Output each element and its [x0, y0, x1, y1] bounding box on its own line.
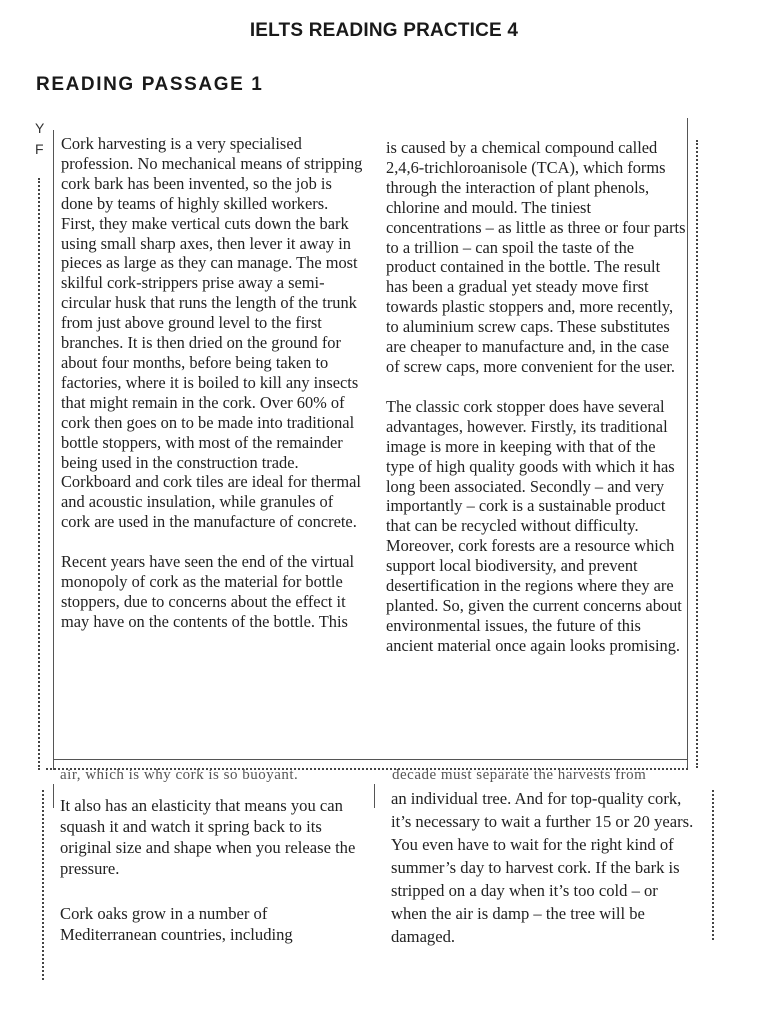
right-dotted-border: [696, 140, 698, 768]
lower-mid-frame-line: [374, 784, 375, 808]
upper-left-frame-line: [53, 130, 54, 770]
lower-right-cut-line: decade must separate the harvests from: [392, 767, 647, 783]
right-dotted-border-lower: [712, 790, 714, 940]
upper-bottom-frame-line: [53, 759, 687, 760]
lower-left-paragraph-2: Cork oaks grow in a number of Mediterranean countries, including: [60, 904, 293, 944]
lower-left-column: [60, 795, 360, 945]
upper-right-paragraph-2: The classic cork stopper does have several advantages, however. Firstly, its traditional image is more in keeping with that of the type of high quality goods with which it has long been associated. Secondly – and very importantly – cork is a sustainable product that can be recycled without difficulty. Moreover, cork forests are a resource which support local biodiversity, and prevent desertification in the regions where they are planted. So, given the current concerns about environmental issues, the future of this ancient material once again looks promising.: [386, 396, 682, 655]
lower-left-frame-line: [53, 784, 54, 808]
upper-right-column: [386, 138, 686, 656]
lower-left-cut-line: air, which is why cork is so buoyant.: [60, 767, 299, 783]
upper-left-column: [61, 134, 366, 632]
lower-left-paragraph-1: It also has an elasticity that means you can squash it and watch it spring back to its original size and shape when you release the pressure.: [60, 796, 356, 878]
margin-letter-y: Y: [35, 120, 45, 136]
lower-right-paragraph-1: an individual tree. And for top-quality cork, it’s necessary to wait a further 15 or 20 years. You even have to wait for the right kind of summer’s day to harvest cork. If the bark is stripped on a day when it’s too cold – or when the air is damp – the tree will be damaged.: [391, 789, 694, 946]
document-title: IELTS READING PRACTICE 4: [249, 20, 519, 41]
left-dotted-border: [38, 178, 40, 770]
lower-right-column: [391, 787, 697, 948]
upper-right-frame-line: [687, 118, 688, 768]
upper-left-paragraph-1: Cork harvesting is a very specialised profession. No mechanical means of stripping cork bark has been invented, so the job is done by teams of highly skilled workers. First, they make vertical cuts down the bark using small sharp axes, then lever it away in pieces as large as they can manage. The most skilful cork-strippers prise away a semi-circular husk that runs the length of the trunk from just above ground level to the first branches. It is then dried on the ground for about four months, before being taken to factories, where it is boiled to kill any insects that might remain in the cork. Over 60% of cork then goes on to be made into traditional bottle stoppers, with most of the remainder being used in the construction trade. Corkboard and cork tiles are ideal for thermal and acoustic insulation, while granules of cork are used in the manufacture of concrete.: [61, 134, 363, 532]
margin-letter-f: F: [35, 141, 44, 157]
left-dotted-border-lower: [42, 790, 44, 980]
upper-left-paragraph-2: Recent years have seen the end of the virtual monopoly of cork as the material for bottle stoppers, due to concerns about the effect it may have on the contents of the bottle. This: [61, 552, 355, 631]
passage-title: READING PASSAGE 1: [36, 74, 264, 95]
upper-right-paragraph-1: is caused by a chemical compound called 2,4,6-trichloroanisole (TCA), which forms through the interaction of plant phenols, chlorine and mould. The tiniest concentrations – as little as three or four parts to a trillion – can spoil the taste of the product contained in the bottle. The result has been a gradual yet steady move first towards plastic stoppers and, more recently, to aluminium screw caps. These substitutes are cheaper to manufacture and, in the case of screw caps, more convenient for the user.: [386, 138, 686, 376]
